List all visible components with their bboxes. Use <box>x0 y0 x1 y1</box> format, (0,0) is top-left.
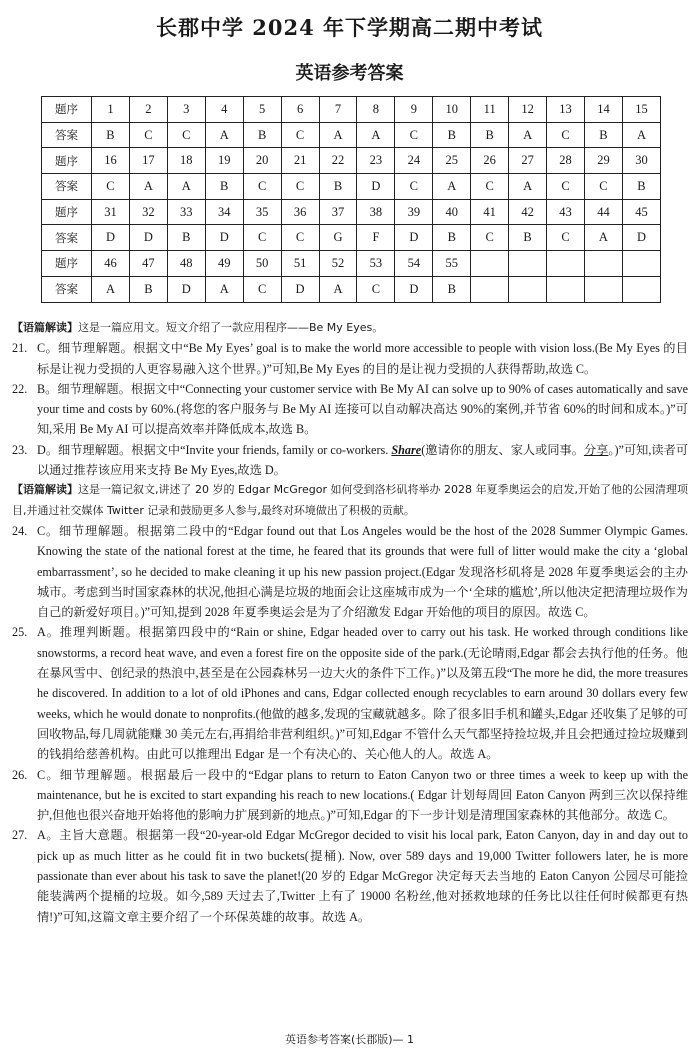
answer-row <box>42 122 661 148</box>
answer-cell: C <box>471 174 509 200</box>
question-number-cell: 32 <box>129 199 167 225</box>
answer-cell: A <box>92 276 130 302</box>
answer-cell: A <box>205 276 243 302</box>
question-number-cell: 10 <box>433 97 471 123</box>
question-number-cell: 36 <box>281 199 319 225</box>
answer-cell: B <box>509 225 547 251</box>
answer-cell: A <box>433 174 471 200</box>
underlined-word: 分享 <box>583 442 609 457</box>
question-number: 27. <box>12 828 28 843</box>
passage-1-text: 这是一篇应用文。短文介绍了一款应用程序——Be My Eyes。 <box>78 321 384 334</box>
question-number: 23. <box>12 442 28 457</box>
answer-cell: B <box>167 225 205 251</box>
question-number-cell: 8 <box>357 97 395 123</box>
answer-cell: B <box>584 122 622 148</box>
answer-cell: B <box>433 276 471 302</box>
question-number-cell: 48 <box>167 251 205 277</box>
answer-cell: B <box>243 122 281 148</box>
question-number-cell: 15 <box>622 97 660 123</box>
answer-row-label: 答案 <box>42 174 92 200</box>
answer-cell: A <box>205 122 243 148</box>
answer-table <box>41 96 661 303</box>
answer-cell: B <box>205 174 243 200</box>
question-number: 26. <box>12 767 28 782</box>
question-row <box>42 199 661 225</box>
answer-cell <box>547 276 585 302</box>
question-number-cell: 11 <box>471 97 509 123</box>
answer-cell: C <box>547 122 585 148</box>
question-number-cell: 45 <box>622 199 660 225</box>
answer-cell: B <box>129 276 167 302</box>
explanation-22 <box>12 379 688 440</box>
answer-cell: C <box>547 174 585 200</box>
answer-cell: C <box>129 122 167 148</box>
question-number-cell: 52 <box>319 251 357 277</box>
answer-cell: C <box>243 174 281 200</box>
explanation-text: B。细节理解题。根据文中“Connecting your customer service with Be My AI can solve up to 90% of cases automatically and save your time and costs by 60%.(将您的客户服务与 Be My AI 连接可以自动解决高达 90%的案例,并节省 60%的时间和成本。)”可知,采用 Be My AI 可以提高效率并降低成本,故选 B。 <box>37 381 688 437</box>
answer-cell: A <box>584 225 622 251</box>
question-number: 25. <box>12 625 28 640</box>
question-number-cell <box>471 251 509 277</box>
answer-cell: D <box>92 225 130 251</box>
emphasized-word-share: Share <box>391 442 422 457</box>
explanation-27 <box>12 825 688 926</box>
question-number-cell: 7 <box>319 97 357 123</box>
question-number-cell: 47 <box>129 251 167 277</box>
passage-2-text: 这是一篇记叙文,讲述了 20 岁的 Edgar McGregor 如何受到洛杉矶将举办 2028 年夏季奥运会的启发,开始了他的公园清理项目,并通过社交媒体 Twitter 记录和鼓励更多人参与,最终对环境做出了积极的贡献。 <box>12 483 689 517</box>
question-number-cell: 54 <box>395 251 433 277</box>
question-number-cell: 9 <box>395 97 433 123</box>
answer-cell: C <box>281 225 319 251</box>
answer-row <box>42 225 661 251</box>
explanation-21 <box>12 338 688 379</box>
question-number-cell <box>509 251 547 277</box>
answer-cell: C <box>281 174 319 200</box>
answer-cell: C <box>167 122 205 148</box>
answer-cell: A <box>319 276 357 302</box>
answer-cell: D <box>622 225 660 251</box>
question-number-cell: 42 <box>509 199 547 225</box>
question-number-cell: 3 <box>167 97 205 123</box>
question-number: 21. <box>12 341 28 356</box>
question-number-cell: 2 <box>129 97 167 123</box>
answer-cell: C <box>471 225 509 251</box>
answer-cell: D <box>357 174 395 200</box>
answer-cell: D <box>395 225 433 251</box>
question-number-cell: 40 <box>433 199 471 225</box>
answer-cell: G <box>319 225 357 251</box>
question-number-cell: 27 <box>509 148 547 174</box>
question-number-cell: 49 <box>205 251 243 277</box>
question-number-cell: 35 <box>243 199 281 225</box>
question-row <box>42 251 661 277</box>
answer-row-label: 答案 <box>42 276 92 302</box>
question-number-cell: 31 <box>92 199 130 225</box>
question-number-cell <box>584 251 622 277</box>
passage-2-intro <box>12 480 688 521</box>
page-title: 长郡中学 2024 年下学期高二期中考试 <box>155 15 544 40</box>
explanation-text: (邀请你的朋友、家人或同事。 <box>421 442 584 457</box>
answer-cell <box>584 276 622 302</box>
question-number-cell: 1 <box>92 97 130 123</box>
answer-row-label: 答案 <box>42 122 92 148</box>
answer-cell: A <box>167 174 205 200</box>
page-footer: 英语参考答案(长郡版)— 1 <box>284 1033 415 1046</box>
explanation-text: 。)”可知,读者可以通过推荐该应用来支持 Be My Eyes,故选 D。 <box>37 442 689 478</box>
question-number-cell: 33 <box>167 199 205 225</box>
question-number-cell: 14 <box>584 97 622 123</box>
question-number-cell: 44 <box>584 199 622 225</box>
answer-cell: C <box>281 122 319 148</box>
answer-cell: C <box>395 174 433 200</box>
explanation-text: C。细节理解题。根据文中“Be My Eyes’ goal is to make the world more accessible to people with vision loss.(Be My Eyes 的目标是让视力受损的人更容易融入这个世界。)”可知,Be My Eyes 的目的是让视力受损的人获得帮助,故选 C。 <box>37 341 688 376</box>
question-number-cell: 30 <box>622 148 660 174</box>
question-number-cell: 17 <box>129 148 167 174</box>
question-number-cell: 20 <box>243 148 281 174</box>
question-number-cell: 51 <box>281 251 319 277</box>
answer-cell: C <box>547 225 585 251</box>
answer-cell: A <box>509 122 547 148</box>
explanation-text: A。推理判断题。根据第四段中的“Rain or shine, Edgar headed over to carry out his task. He worked through conditions like snowstorms, a record heat wave, and even a forest fire on the opposite side of the park.(无论晴雨,Edgar 都会去执行他的任务。他在暴风雪中、创纪录的热浪中,甚至是在公园森林另一边大火的条件下工作。)”以及第五段“The more he did, the more treasures he discovered. In addition to a lot of old iPhones and cans, Edgar collected enough recyclables to earn around 30 dollars every few weeks, which he would donate to nonprofits.(他做的越多,发现的宝藏就越多。除了很多旧手机和罐头,Edgar 还收集了足够的可回收物品,每几周就能赚 30 美元左右,再捐给非营利组织。)”可知,Edgar 不管什么天气都坚持捡垃圾,并且会把通过捡垃圾赚到的钱捐给慈善机构。由此可以推理出 Edgar 是一个有决心的、关心他人的人。故选 A。 <box>37 625 688 762</box>
explanation-24 <box>12 521 688 622</box>
question-number-cell: 34 <box>205 199 243 225</box>
question-number-cell: 23 <box>357 148 395 174</box>
answer-cell <box>622 276 660 302</box>
answer-cell: A <box>509 174 547 200</box>
passage-1-intro <box>12 318 688 338</box>
answer-cell: D <box>395 276 433 302</box>
answer-cell: D <box>205 225 243 251</box>
question-number-cell: 6 <box>281 97 319 123</box>
answer-cell: C <box>357 276 395 302</box>
explanation-23 <box>12 440 688 481</box>
question-number-cell: 21 <box>281 148 319 174</box>
question-number-cell: 38 <box>357 199 395 225</box>
question-number-cell <box>547 251 585 277</box>
explanation-26 <box>12 765 688 826</box>
answer-cell: F <box>357 225 395 251</box>
question-number-cell: 4 <box>205 97 243 123</box>
question-number-cell: 39 <box>395 199 433 225</box>
question-number-cell: 37 <box>319 199 357 225</box>
answer-cell: B <box>471 122 509 148</box>
passage-2-tag: 【语篇解读】 <box>12 483 79 497</box>
question-number-cell: 16 <box>92 148 130 174</box>
question-row-label: 题序 <box>42 97 92 123</box>
answer-cell <box>471 276 509 302</box>
explanations <box>12 318 688 927</box>
explanation-text: A。主旨大意题。根据第一段“20-year-old Edgar McGregor decided to visit his local park, Eaton Canyon, day in and day out to pick up as much litter as he could fit in two buckets(提桶). Now, over 589 days and 19,000 Twitter followers later, he is more passionate than ever about his task to save the planet!(20 岁的 Edgar McGregor 决定每天去当地的 Eaton Canyon 公园尽可能捡能装满两个提桶的垃圾。如今,589 天过去了,Twitter 上有了 19000 名粉丝,他对拯救地球的任务比以往任何时候都更有热情!)”可知,这篇文章主要介绍了一个环保英雄的故事。故选 A。 <box>37 828 688 924</box>
question-number-cell: 26 <box>471 148 509 174</box>
answer-cell: C <box>243 225 281 251</box>
question-row <box>42 148 661 174</box>
answer-cell <box>509 276 547 302</box>
passage-1-tag: 【语篇解读】 <box>12 321 78 334</box>
answer-cell: D <box>167 276 205 302</box>
question-number-cell: 43 <box>547 199 585 225</box>
answer-cell: B <box>622 174 660 200</box>
answer-cell: B <box>433 122 471 148</box>
answer-cell: A <box>622 122 660 148</box>
question-number-cell: 12 <box>509 97 547 123</box>
answer-cell: D <box>281 276 319 302</box>
question-number-cell: 24 <box>395 148 433 174</box>
question-number-cell: 22 <box>319 148 357 174</box>
question-number-cell: 41 <box>471 199 509 225</box>
page-subtitle: 英语参考答案 <box>295 63 404 84</box>
question-number-cell: 28 <box>547 148 585 174</box>
question-number: 24. <box>12 523 28 538</box>
explanation-text: D。细节理解题。根据文中“Invite your friends, family or co-workers. <box>37 442 392 457</box>
answer-row <box>42 276 661 302</box>
answer-cell: A <box>319 122 357 148</box>
answer-row <box>42 174 661 200</box>
question-number-cell: 29 <box>584 148 622 174</box>
question-number-cell: 18 <box>167 148 205 174</box>
explanation-25 <box>12 622 688 764</box>
answer-cell: A <box>357 122 395 148</box>
question-number-cell: 55 <box>433 251 471 277</box>
answer-cell: D <box>129 225 167 251</box>
question-row-label: 题序 <box>42 251 92 277</box>
answer-cell: C <box>584 174 622 200</box>
answer-cell: B <box>433 225 471 251</box>
question-number-cell: 53 <box>357 251 395 277</box>
question-row-label: 题序 <box>42 148 92 174</box>
answer-row-label: 答案 <box>42 225 92 251</box>
question-number-cell: 46 <box>92 251 130 277</box>
answer-cell: C <box>243 276 281 302</box>
question-number: 22. <box>12 381 28 396</box>
explanation-text: C。细节理解题。根据第二段中的“Edgar found out that Los Angeles would be the host of the 2028 Summer Olympic Games. Knowing the state of the national forest at the time, he feared that its grounds that were full of litter would make the city a ‘global embarrassment’, so he decided to make cleaning it up his new passion project.(Edgar 发现洛杉矶将是 2028 年夏季奥运会的主办城市。考虑到当时国家森林的状况,他担心满是垃圾的地面会让这座城市成为一个‘全球的尴尬’,所以他决定把清理垃圾作为自己的新爱好项目。)”可知,提到 2028 年夏季奥运会是为了介绍激发 Edgar 开始他的项目的原因。故选 C。 <box>37 523 688 620</box>
question-number-cell: 13 <box>547 97 585 123</box>
answer-cell: B <box>92 122 130 148</box>
question-number-cell: 5 <box>243 97 281 123</box>
explanation-text: C。细节理解题。根据最后一段中的“Edgar plans to return to Eaton Canyon two or three times a week to keep up with the maintenance, but he is excited to start expanding his reach to new locations.( Edgar 计划每周回 Eaton Canyon 两到三次以保持维护,但他也很兴奋地开始将他的影响力扩展到新的地点。)”可知,Edgar 的下一步计划是清理国家森林的其他部分。故选 C。 <box>37 767 688 823</box>
answer-cell: C <box>92 174 130 200</box>
question-row-label: 题序 <box>42 199 92 225</box>
question-number-cell: 19 <box>205 148 243 174</box>
answer-cell: C <box>395 122 433 148</box>
answer-cell: A <box>129 174 167 200</box>
question-number-cell <box>622 251 660 277</box>
answer-cell: B <box>319 174 357 200</box>
question-number-cell: 50 <box>243 251 281 277</box>
question-row <box>42 97 661 123</box>
question-number-cell: 25 <box>433 148 471 174</box>
